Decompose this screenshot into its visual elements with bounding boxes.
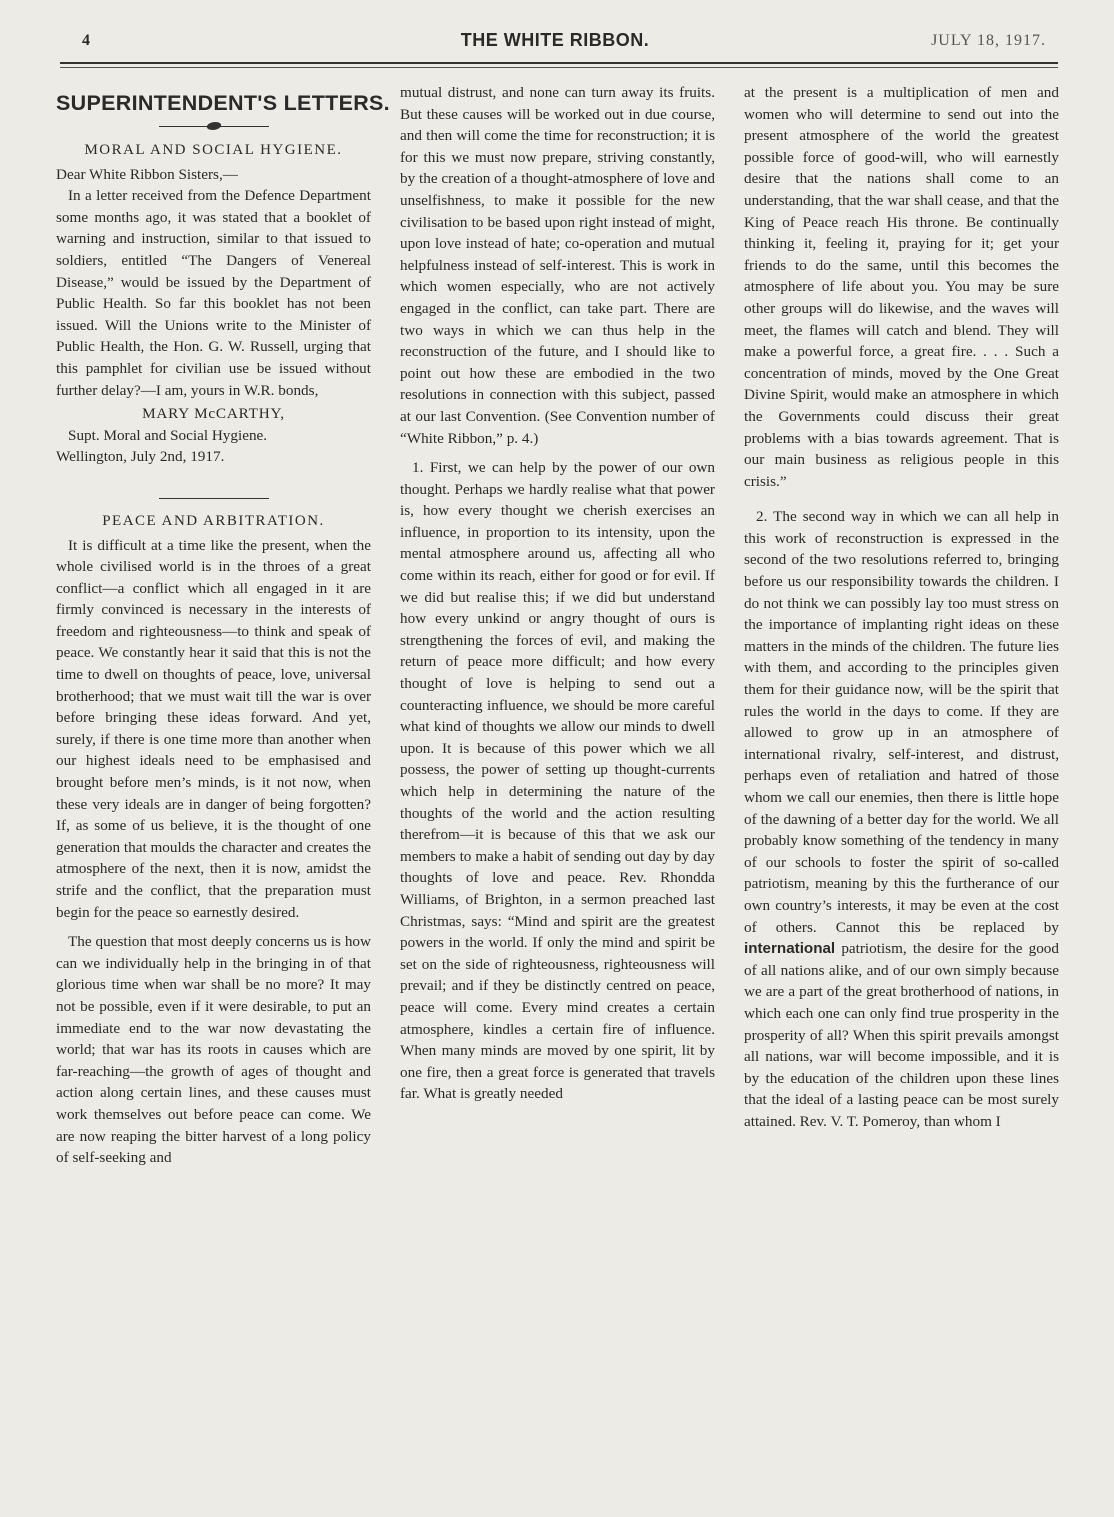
- issue-date: JULY 18, 1917.: [931, 32, 1046, 49]
- subheading-peace-arbitration: PEACE AND ARBITRATION.: [102, 512, 325, 529]
- column-1: [56, 82, 390, 1169]
- paragraph-gap: [744, 492, 1059, 506]
- column-2: [400, 82, 715, 1105]
- masthead-rule-thick: [60, 62, 1058, 64]
- paragraph-text: 2. The second way in which we can all help in this work of reconstruction is expressed in the second of the two resolutions referred to, bringing before us our responsibility towards the children. I do not think we can possibly lay too must stress on the importance of implanting right ideas on these matters in the minds of the children. The future lies with them, and according to the principles given them for their guidance now, will be the spirit that rules the world in the days to come. If they are allowed to grow up in an atmosphere of international rivalry, self-interest, and distrust, perhaps even of retaliation and hatred of those whom we call our enemies, then there is little hope of the dawning of a better day for the world. We all probably know something of the tendency in many of our schools to foster the spirit of so-called patriotism, meaning by this the furtherance of our own country’s interests, it may be even at the cost of others. Cannot this be replaced by: [744, 508, 1059, 936]
- signer-title: Supt. Moral and Social Hygiene.: [68, 426, 268, 444]
- masthead: [60, 28, 1050, 58]
- ornament-divider: [159, 120, 269, 134]
- salutation: Dear White Ribbon Sisters,—: [56, 165, 238, 183]
- subheading-moral-hygiene: MORAL AND SOCIAL HYGIENE.: [84, 142, 343, 158]
- article-paragraph: mutual distrust, and none can turn away its fruits. But these causes will be worked out in due course, and then will come the time for reconstruction; it is for this we must now prepare, striving constantly, by the creation of a thought-atmosphere of love and unselfishness, to make it possible for the new civilisation to be based upon right instead of might, upon love instead of hate; co-operation and mutual helpfulness instead of self-interest. This is work in which women especially, who are not actively engaged in the conflict, can take part. There are two ways in which we can thus help in the reconstruction of the future, and I should like to point out how these are embodied in the two resolutions in connection with this subject, passed at our last Convention. (See Convention number of “White Ribbon,” p. 4.): [400, 84, 715, 447]
- signer-name: MARY McCARTHY,: [142, 405, 285, 423]
- publication-title: THE WHITE RIBBON.: [460, 30, 650, 50]
- emphasis-international: international: [744, 940, 836, 958]
- paragraph-gap: [400, 449, 715, 457]
- section-divider: [159, 498, 269, 499]
- section-heading: SUPERINTENDENT'S LETTERS.: [56, 91, 390, 115]
- column-3: [744, 82, 1059, 1133]
- article-paragraph: [744, 506, 1059, 1132]
- masthead-rule-thin: [60, 67, 1058, 68]
- article-paragraph: It is difficult at a time like the present, when the whole civilised world is in the throes of a great conflict—a conflict which all engaged in it are firmly convinced is necessary in the interests of freedom and righteousness—to think and speak of peace. We constantly hear it said that this is not the time to dwell on thoughts of peace, love, universal brotherhood; that we must wait till the war is over before bringing these ideas forward. And yet, surely, if there is one time more than another when our highest ideals need to be emphasised and brought before men’s minds, is it not now, when these very ideals are in danger of being forgotten? If, as some of us believe, it is the thought of one generation that moulds the character and creates the atmosphere of the next, then it is now, amidst the strife and the conflict, that the preparation must begin for the peace so earnestly desired.: [56, 536, 371, 921]
- article-paragraph: at the present is a multiplication of men and women who will determine to send out into the present atmosphere of the world the greatest possible force of good-will, who will earnestly desire that the nations shall come to an understanding, that the war shall cease, and that the King of Peace reach His throne. Be continually thinking it, feeling it, praying for it; get your friends to do the same, until this becomes the atmosphere of life about you. You may be sure other groups will do likewise, and the waves will meet, the flames will catch and blend. They will make a powerful force, a great fire. . . . Such a concentration of minds, moved by the One Great Divine Spirit, would make an atmosphere in which the Governments could discuss their great problems with a bias towards agreement. That is our main business as religious people in this crisis.”: [744, 84, 1059, 490]
- signer-place-date: Wellington, July 2nd, 1917.: [56, 448, 225, 466]
- article-paragraph: The question that most deeply concerns us is how can we individually help in the bringing in of that glorious time when war shall be no more? It may not be possible, even if it were desirable, to put an immediate end to the war now devastating the world; that war has its roots in causes which are far-reaching—the growth of ages of thought and action along certain lines, and these causes must work themselves out before peace can come. We are now reaping the bitter harvest of a long policy of self-seeking and: [56, 933, 371, 1167]
- article-paragraph: 1. First, we can help by the power of our own thought. Perhaps we hardly realise what that power is, how every thought we cherish exercises an influence, in proportion to its intensity, upon the mental atmosphere around us, affecting all who come within its reach, either for good or for evil. If we did but realise this; if we did but understand how every unkind or angry thought of ours is strengthening the forces of evil, and making the return of peace more difficult; and how every thought of love is helping to send out a counteracting influence, we should be more careful what kind of thoughts we allow our minds to dwell upon. It is because of this power which we all possess, the power of setting up thought-currents which help in determining the nature of the thoughts of the world and the action resulting therefrom—it is because of this that we ask our members to make a habit of sending out day by day thoughts of love and peace. Rev. Rhondda Williams, of Brighton, in a sermon preached last Christmas, says: “Mind and spirit are the greatest powers in the world. If only the mind and spirit be set on the side of righteousness, righteousness will prevail; and if they be distinctly centred on peace, peace will come. Every mind creates a certain atmosphere, kindles a certain fire of influence. When many minds are moved by one spirit, lit by one fire, then a great force is generated that travels far. What is greatly needed: [400, 459, 715, 1103]
- letter-paragraph: In a letter received from the Defence Department some months ago, it was stated that a booklet of warning and instruction, similar to that issued to soldiers, entitled “The Dangers of Venereal Disease,” would be issued by the Department of Public Health. So far this booklet has not been issued. Will the Unions write to the Minister of Public Health, the Hon. G. W. Russell, urging that this pamphlet for civilian use be issued without further delay?—I am, yours in W.R. bonds,: [56, 187, 371, 399]
- page-number: 4: [82, 32, 90, 49]
- paragraph-text: patriotism, the desire for the good of all nations alike, and of our own simply because we are a part of the great brotherhood of nations, in which each one can only find true prosperity in the prosperity of all? When this spirit prevails amongst all nations, war will become impossible, and it is by the education of the children upon these lines that the ideal of a lasting peace can be most surely attained. Rev. V. T. Pomeroy, than whom I: [744, 940, 1059, 1130]
- paragraph-gap: [56, 923, 371, 931]
